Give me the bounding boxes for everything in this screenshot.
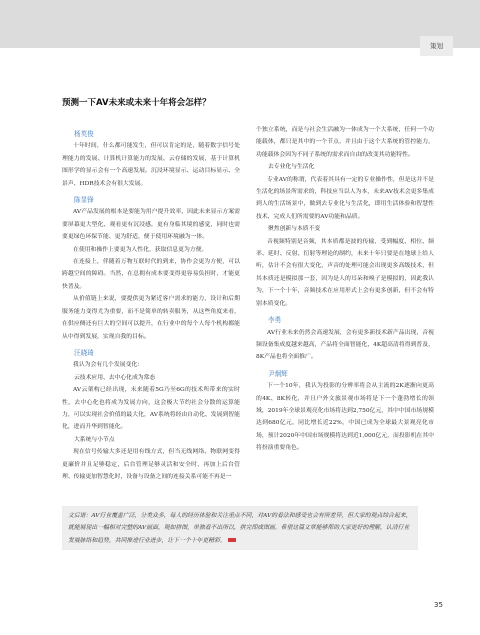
paragraph: 我认为会有几个发展变化： <box>73 362 144 369</box>
closing-note-text: 文后语：AV行业覆盖广泛，分类众多，每人的经历体验和关注重点不同，对AV的看法和感受也会有所差异，但大家的观点综合起来，就能展现出一幅相对完整的AV画面，观如拼图，单独看不出所以，拼完即成图画。希望这篇文章能够帮助大家更好的理解，认清行业发展脉络和趋势，共同推进行业进步，让下一个十年更精彩。 <box>68 513 412 544</box>
paragraph: 个独立系统，而是与社会生活融为一体成为一个大系统，任何一个功能载体，都只是其中的一个节点，并且由于这个大系统的管控能力，功能载体会因为不同子系统的需求而自由的改变其功能特性。 <box>256 127 434 158</box>
paragraph: AV产品发展的根本是要能为用户提升效率，因此未来显示方案需要屏幕更大型化、观看更有沉浸感，更有身临其境的感觉，同时也需要更绿色环保节能、更为舒适，便于使用环境融为一体。 <box>62 209 240 241</box>
subheading: 聚焦创新与本质不变 <box>268 226 321 233</box>
header-bar <box>0 0 480 48</box>
paragraph: 从价值链上来说，要提供更为紧近客户需求的能力，设计和后期服务能力变得尤为重要，而不是简单的转卖服务，从这些角度来看，在供应侧还有巨大的空间可以提升，在行业中的每个人每个机构都能从中得到发展，实现自我的目标。 <box>62 296 240 340</box>
speaker-name: 尹炯辉 <box>268 369 288 378</box>
paragraph: AV云架构已经出现，未来随着5G乃至6G的技术所带来的实时性，去中心化也将成为发展方向，这会极大节约社会分散的运算能力，可以实现社会价值的最大化，AV系统将经由自动化、发展到智能化，进而升华到智能化。 <box>62 387 240 431</box>
paragraph: 音视频特别是音频，其本质都是波的传输，受到幅度、相位、频率、延时、反射、衍射等理论的制约，未来十年只要是在地球上给人听，估计不会有很大变化，声音的处理可能会出现更多高级技术，但其本质还是模拟那一套，因为是人的耳朵和嗅子是模拟的，因此我认为，下一个十年，音频技术在应用形式上会有更多创新，但不会有特别本质变化。 <box>256 238 434 307</box>
page-number: 35 <box>434 601 443 609</box>
subheading: 大系统与小节点 <box>74 436 115 443</box>
question-title: 预测一下AV未来或未来十年将会怎样？ <box>62 98 211 108</box>
speaker-name: 杨英俊 <box>74 130 94 138</box>
section-tag: 策划 <box>420 36 453 56</box>
end-mark-icon <box>228 538 236 542</box>
paragraph: 现在信号传输大多还是用有线方式，但当无线网络、物联网变得更廉价并且足够稳定，后台管理足够灵活和安全时，再加上后台管理、传输更加智慧化时，设备与设备之间的连接关系可能不再是一 <box>62 449 240 480</box>
closing-note-box <box>62 506 418 550</box>
paragraph: 下一个10年，我认为投影的分辨率将会从主流的2K逐渐向更高的4K、8K转化，并且户外文旅景观市场将是下一个蓬勃增长的领域，2019年全球景观亮化市场将达到2,750亿元，其中中国市场规模达到680亿元，同比增长近22%，中国已成为全球最大景观亮化市场，预计2020年中国市场规模将达到近1,000亿元，而投影机在其中将扮演重要角色。 <box>256 383 434 452</box>
speaker-name: 陈显锋 <box>74 196 94 205</box>
subheading: 去专业化与生活化 <box>268 164 315 171</box>
right-column <box>256 124 434 455</box>
paragraph: 专业AV的称谓，代表着其具有一定的专业操作性，但是这并不是生活化的场景所需求的，科技应当以人为本，未来AV技术会更多集成到人的生活场景中，做到去专业化与生活化，即用生活体验和智慧性技术，完成人们所需要的AV功能和品质。 <box>256 176 434 220</box>
speaker-name: 李勇 <box>268 316 282 325</box>
speaker-name: 汪晓琦 <box>74 348 94 357</box>
paragraph: 在连接上，伴随着万物互联时代的到来，协作会更为方便，可以跨越空间的障碍。当然，在总拥有成本要变得更容易负担时，才能更快普及。 <box>62 259 240 290</box>
subheading: 云技术应用、去中心化成为常态 <box>74 374 156 381</box>
left-column <box>62 124 240 483</box>
paragraph: 在使用和操作上要更为人性化，获取信息更为方便。 <box>73 246 208 253</box>
closing-note <box>68 510 412 547</box>
paragraph: 十年时间，什么都可能发生，但可以肯定的是，随着数字信号处理能力的发展、计算机计算能力的发展、云存储的发展，基于计算机图形学的显示会有一个高速发展。沉浸环境显示、运动目标显示、全景声、HDR技术会有很大发展。 <box>62 143 240 187</box>
paragraph: AV行业未来仍然会高速发展，会有更多新技术新产品出现，音视频设备集成度越来越高，产品将全面智能化，4K超高清将得到普及，8K产品也将全面推广。 <box>256 329 434 361</box>
